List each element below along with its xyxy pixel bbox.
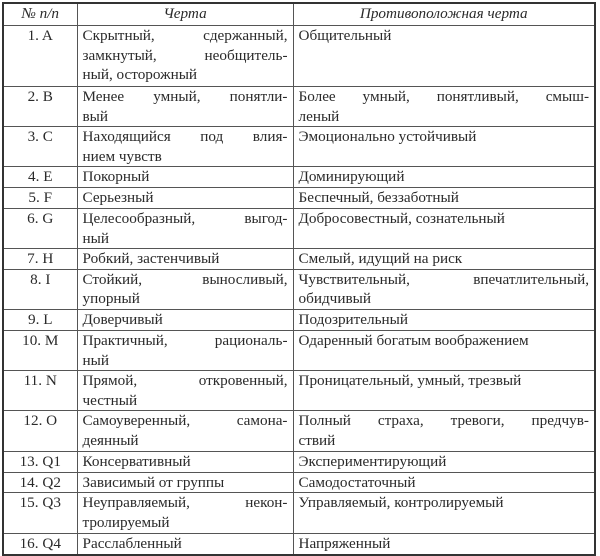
table-row (3, 127, 595, 167)
row-number: 1. A (3, 26, 77, 87)
opposite-trait-cell-line: Доминирующий (298, 168, 405, 186)
trait-cell-line: ный (82, 351, 109, 369)
table-row (3, 451, 595, 472)
row-number: 16. Q4 (3, 534, 77, 555)
trait-cell-line: замкнутый, необщитель- (82, 46, 288, 64)
trait-cell-line: Прямой, откровенный, (82, 372, 288, 390)
table-row (3, 534, 595, 555)
table-row (3, 167, 595, 188)
table-row (3, 309, 595, 330)
table-row (3, 208, 595, 248)
opposite-trait-cell-line: обидчивый (298, 290, 371, 308)
row-number: 12. O (3, 411, 77, 451)
opposite-trait-cell-line: Экспериментирующий (298, 452, 447, 470)
row-number: 9. L (3, 309, 77, 330)
row-number: 10. M (3, 330, 77, 370)
trait-cell-line: Скрытный, сдержанный, (82, 27, 288, 44)
opposite-trait-cell-line: ствий (298, 431, 336, 449)
table-row (3, 249, 595, 270)
opposite-trait-cell-line: Напряженный (298, 535, 391, 553)
opposite-trait-cell-line: Самодостаточный (298, 473, 416, 491)
opposite-trait-cell-line: Управляемый, контролируемый (298, 494, 504, 512)
trait-cell-line: нием чувств (82, 147, 162, 165)
table-row (3, 269, 595, 309)
header-number: № п/п (3, 3, 77, 26)
trait-cell-line: Стойкий, выносливый, (82, 270, 288, 288)
trait-cell-line: Находящийся под влия- (82, 128, 288, 146)
trait-cell-line: Практичный, рациональ- (82, 331, 288, 349)
opposite-trait-cell-line: Эмоционально устойчивый (298, 128, 477, 146)
opposite-trait-cell-line: леный (298, 107, 340, 125)
row-number: 4. E (3, 167, 77, 188)
row-number: 14. Q2 (3, 472, 77, 493)
opposite-trait-cell (293, 26, 595, 87)
trait-cell-line: Целесообразный, выгод- (82, 209, 288, 227)
trait-cell-line: Зависимый от группы (82, 473, 225, 491)
opposite-trait-cell (293, 330, 595, 370)
trait-cell (77, 371, 293, 411)
trait-cell-line: Неуправляемый, некон- (82, 494, 288, 512)
row-number: 7. H (3, 249, 77, 270)
trait-cell (77, 411, 293, 451)
opposite-trait-cell-line: Одаренный богатым воображением (298, 331, 529, 349)
trait-cell-line: Робкий, застенчивый (82, 250, 220, 268)
trait-cell-line: Самоуверенный, самона- (82, 412, 288, 430)
opposite-trait-cell-line: Смелый, идущий на риск (298, 250, 463, 268)
opposite-trait-cell (293, 188, 595, 209)
opposite-trait-cell-line: Беспечный, беззаботный (298, 189, 459, 207)
trait-cell-line: вый (82, 107, 109, 125)
trait-cell (77, 208, 293, 248)
trait-cell-line: честный (82, 391, 138, 409)
opposite-trait-cell-line: Чувствительный, впечатлительный, (298, 270, 589, 288)
trait-cell (77, 330, 293, 370)
opposite-trait-cell (293, 309, 595, 330)
opposite-trait-cell (293, 87, 595, 127)
trait-cell (77, 127, 293, 167)
opposite-trait-cell-line: Проницательный, умный, трезвый (298, 372, 522, 390)
trait-cell (77, 472, 293, 493)
opposite-trait-cell-line: Подозрительный (298, 310, 409, 328)
opposite-trait-cell (293, 451, 595, 472)
opposite-trait-cell (293, 167, 595, 188)
trait-cell (77, 26, 293, 87)
opposite-trait-cell (293, 472, 595, 493)
table-header-row (3, 3, 595, 26)
opposite-trait-cell (293, 534, 595, 555)
row-number: 6. G (3, 208, 77, 248)
trait-cell-line: Доверчивый (82, 310, 163, 328)
trait-cell-line: упорный (82, 290, 140, 308)
trait-cell-line: Расслабленный (82, 535, 182, 553)
trait-cell-line: Консервативный (82, 452, 191, 470)
table-row (3, 188, 595, 209)
opposite-trait-cell-line: Полный страха, тревоги, предчув- (298, 412, 589, 430)
trait-cell (77, 451, 293, 472)
row-number: 8. I (3, 269, 77, 309)
opposite-trait-cell-line: Более умный, понятливый, смыш- (298, 88, 589, 105)
opposite-trait-cell-line: Добросовестный, сознательный (298, 209, 505, 227)
table-row (3, 26, 595, 87)
trait-cell (77, 249, 293, 270)
table-row (3, 493, 595, 534)
opposite-trait-cell (293, 249, 595, 270)
table-row (3, 330, 595, 370)
trait-cell (77, 188, 293, 209)
header-opposite-trait: Противоположная черта (293, 3, 595, 26)
table-row (3, 87, 595, 127)
opposite-trait-cell (293, 371, 595, 411)
trait-cell (77, 493, 293, 534)
trait-cell (77, 167, 293, 188)
personality-traits-table (2, 2, 596, 556)
trait-cell-line: ный, осторожный (82, 66, 198, 84)
row-number: 13. Q1 (3, 451, 77, 472)
trait-cell-line: ный (82, 229, 109, 247)
row-number: 2. B (3, 87, 77, 127)
opposite-trait-cell-line: Общительный (298, 27, 392, 44)
trait-cell (77, 534, 293, 555)
trait-cell (77, 309, 293, 330)
trait-cell-line: Покорный (82, 168, 150, 186)
table-row (3, 472, 595, 493)
table-row (3, 411, 595, 451)
trait-cell-line: Серьезный (82, 189, 154, 207)
row-number: 11. N (3, 371, 77, 411)
opposite-trait-cell (293, 208, 595, 248)
opposite-trait-cell (293, 127, 595, 167)
table-body (3, 26, 595, 555)
trait-cell (77, 87, 293, 127)
trait-cell-line: деянный (82, 431, 139, 449)
table-row (3, 371, 595, 411)
row-number: 3. C (3, 127, 77, 167)
row-number: 5. F (3, 188, 77, 209)
trait-cell (77, 269, 293, 309)
opposite-trait-cell (293, 493, 595, 534)
trait-cell-line: Менее умный, понятли- (82, 88, 288, 105)
opposite-trait-cell (293, 411, 595, 451)
row-number: 15. Q3 (3, 493, 77, 534)
trait-cell-line: тролируемый (82, 513, 170, 531)
header-trait: Черта (77, 3, 293, 26)
opposite-trait-cell (293, 269, 595, 309)
